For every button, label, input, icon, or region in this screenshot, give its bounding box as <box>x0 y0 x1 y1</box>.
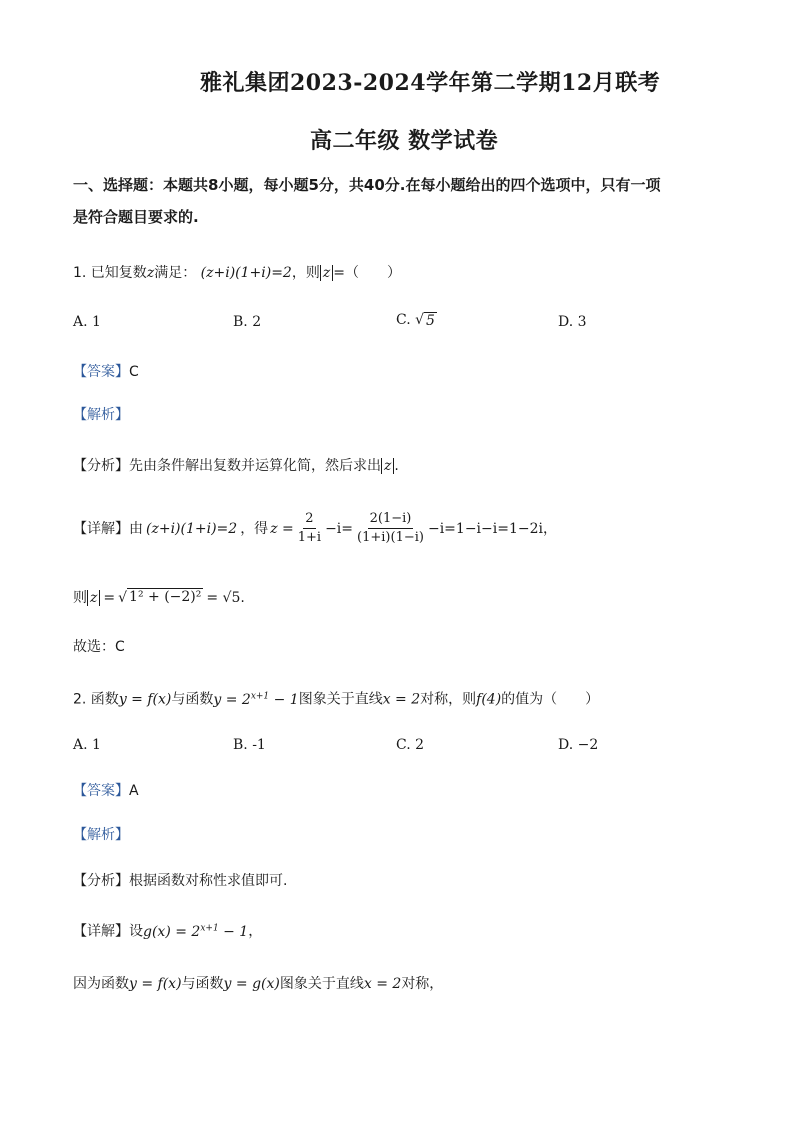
q2-yw-end: 对称， <box>401 976 444 992</box>
question-2 <box>73 686 599 710</box>
q1-analysis-tag: 【解析】 <box>73 407 129 423</box>
q1-xj-minus-i: −i= <box>325 520 354 537</box>
q2-g-sup: x+1 <box>200 923 219 933</box>
q2-yw-mid2: 图象关于直线 <box>279 976 364 992</box>
q2-mid3: 对称，则 <box>420 691 477 708</box>
q1-then: ，则 <box>291 265 320 281</box>
q1-ze-sqrt-body: 1² + (−2)² <box>127 588 203 608</box>
q2-g-tail: − 1 <box>218 923 249 940</box>
answer-tag: 【答案】 <box>73 783 129 799</box>
q1-option-d: D. 3 <box>558 314 587 330</box>
q1-ze-sqrt: √ 1² + (−2)² <box>118 589 202 606</box>
q1-xj-get: ，得 <box>240 520 269 537</box>
q2-yinwei-pre: 因为函数 <box>73 976 129 992</box>
q2-option-c: C. 2 <box>396 737 425 753</box>
q2-prefix: 2. 函数 <box>73 691 119 708</box>
xiangjie-tag: 【详解】 <box>73 923 129 940</box>
q2-fenxi <box>73 871 287 891</box>
q2-f2 <box>213 692 298 708</box>
q2-f1: y = f(x) <box>118 691 172 708</box>
q1-frac-1-den: 1+i <box>297 530 322 545</box>
q1-option-b: B. 2 <box>233 314 262 330</box>
q1-ze: 则 <box>73 590 87 606</box>
q2-yw-mid: 与函数 <box>181 976 224 992</box>
q2-answer: A <box>129 783 139 799</box>
q1-var: z <box>146 265 155 281</box>
q1-paren: （ ） <box>344 265 401 281</box>
q1-mid: 满足： <box>154 265 197 281</box>
q1-frac-2 <box>355 510 426 547</box>
q2-xj-pre: 设 <box>129 923 143 940</box>
q1-xj-tail: −i=1−i−i=1−2i <box>427 520 543 537</box>
q1-option-a: A. 1 <box>73 314 101 330</box>
exam-title: 雅礼集团2023-2024学年第二学期12月联考 <box>200 70 661 96</box>
q2-g-base: g(x) = 2 <box>143 923 201 940</box>
q1-xj-pre: 由 <box>129 520 143 537</box>
q1-answer-row <box>73 362 139 382</box>
q1-ze-abs: z <box>87 590 100 606</box>
q1-xj-cond: (z+i)(1+i)=2 <box>146 520 238 537</box>
question-1 <box>73 263 401 283</box>
q2-mid2: 图象关于直线 <box>298 691 383 708</box>
q1-option-c-label: C. <box>396 312 411 328</box>
q2-f4: f(4) <box>476 691 502 708</box>
q2-option-d: D. −2 <box>558 737 599 753</box>
answer-tag: 【答案】 <box>73 364 129 380</box>
q2-xj-comma: ， <box>248 923 263 940</box>
q2-answer-row <box>73 781 139 801</box>
q1-fenxi-end: . <box>394 458 399 474</box>
q1-guxuan: 故选：C <box>73 639 125 655</box>
q2-option-a: A. 1 <box>73 737 101 753</box>
q2-option-b: B. -1 <box>233 737 266 753</box>
q2-mid: 与函数 <box>171 691 214 708</box>
section-heading-line1: 一、选择题：本题共8小题，每小题5分，共40分.在每小题给出的四个选项中，只有一项 <box>73 176 661 194</box>
q1-abs-z: z <box>320 265 333 281</box>
q1-ze-eq: = <box>103 590 116 606</box>
q2-f2-base: y = 2 <box>213 691 251 708</box>
q1-eq: = <box>333 265 345 281</box>
q1-ze-end: . <box>240 590 245 606</box>
q1-option-c-sqrt: √ 5 <box>415 312 435 329</box>
q1-xj-z: z = <box>270 520 294 537</box>
q2-fenxi-text: 根据函数对称性求值即可. <box>129 873 288 889</box>
q2-g <box>143 924 248 940</box>
q1-frac-2-den: (1+i)(1−i) <box>357 530 424 545</box>
xiangjie-tag: 【详解】 <box>73 520 129 537</box>
fenxi-tag: 【分析】 <box>73 873 129 889</box>
q2-f2-sup: x+1 <box>250 691 270 701</box>
q2-yw-f: y = f(x) <box>129 976 182 992</box>
q2-f2-tail: − 1 <box>269 691 299 708</box>
q1-option-c-radicand: 5 <box>426 313 435 329</box>
q1-frac-1-num: 2 <box>303 510 315 529</box>
q2-xiangjie <box>73 918 262 942</box>
q1-option-c <box>396 312 437 329</box>
q1-fenxi-abs: z <box>381 458 394 474</box>
q1-frac-2-num: 2(1−i) <box>368 510 414 529</box>
q2-yinwei <box>73 974 443 994</box>
q1-answer: C <box>129 364 139 380</box>
section-heading-line2: 是符合题目要求的. <box>73 208 199 226</box>
q2-yw-line: x = 2 <box>363 976 402 992</box>
q1-fenxi <box>73 456 399 476</box>
q1-ze-result: = √5 <box>206 590 241 606</box>
q2-end: 的值为（ ） <box>501 691 600 708</box>
q2-analysis-tag: 【解析】 <box>73 827 129 843</box>
q1-fenxi-text: 先由条件解出复数并运算化简，然后求出 <box>129 458 381 474</box>
q1-frac-1 <box>296 510 323 547</box>
q1-xj-comma: ， <box>542 520 557 537</box>
q2-yw-g: y = g(x) <box>223 976 280 992</box>
exam-subtitle: 高二年级 数学试卷 <box>310 128 499 154</box>
q1-modulus-line <box>73 588 245 608</box>
fenxi-tag: 【分析】 <box>73 458 129 474</box>
q2-line: x = 2 <box>382 691 421 708</box>
q1-prefix: 1. 已知复数 <box>73 265 147 281</box>
q1-condition: (z+i)(1+i)=2 <box>200 265 292 281</box>
q1-xiangjie <box>73 510 557 547</box>
